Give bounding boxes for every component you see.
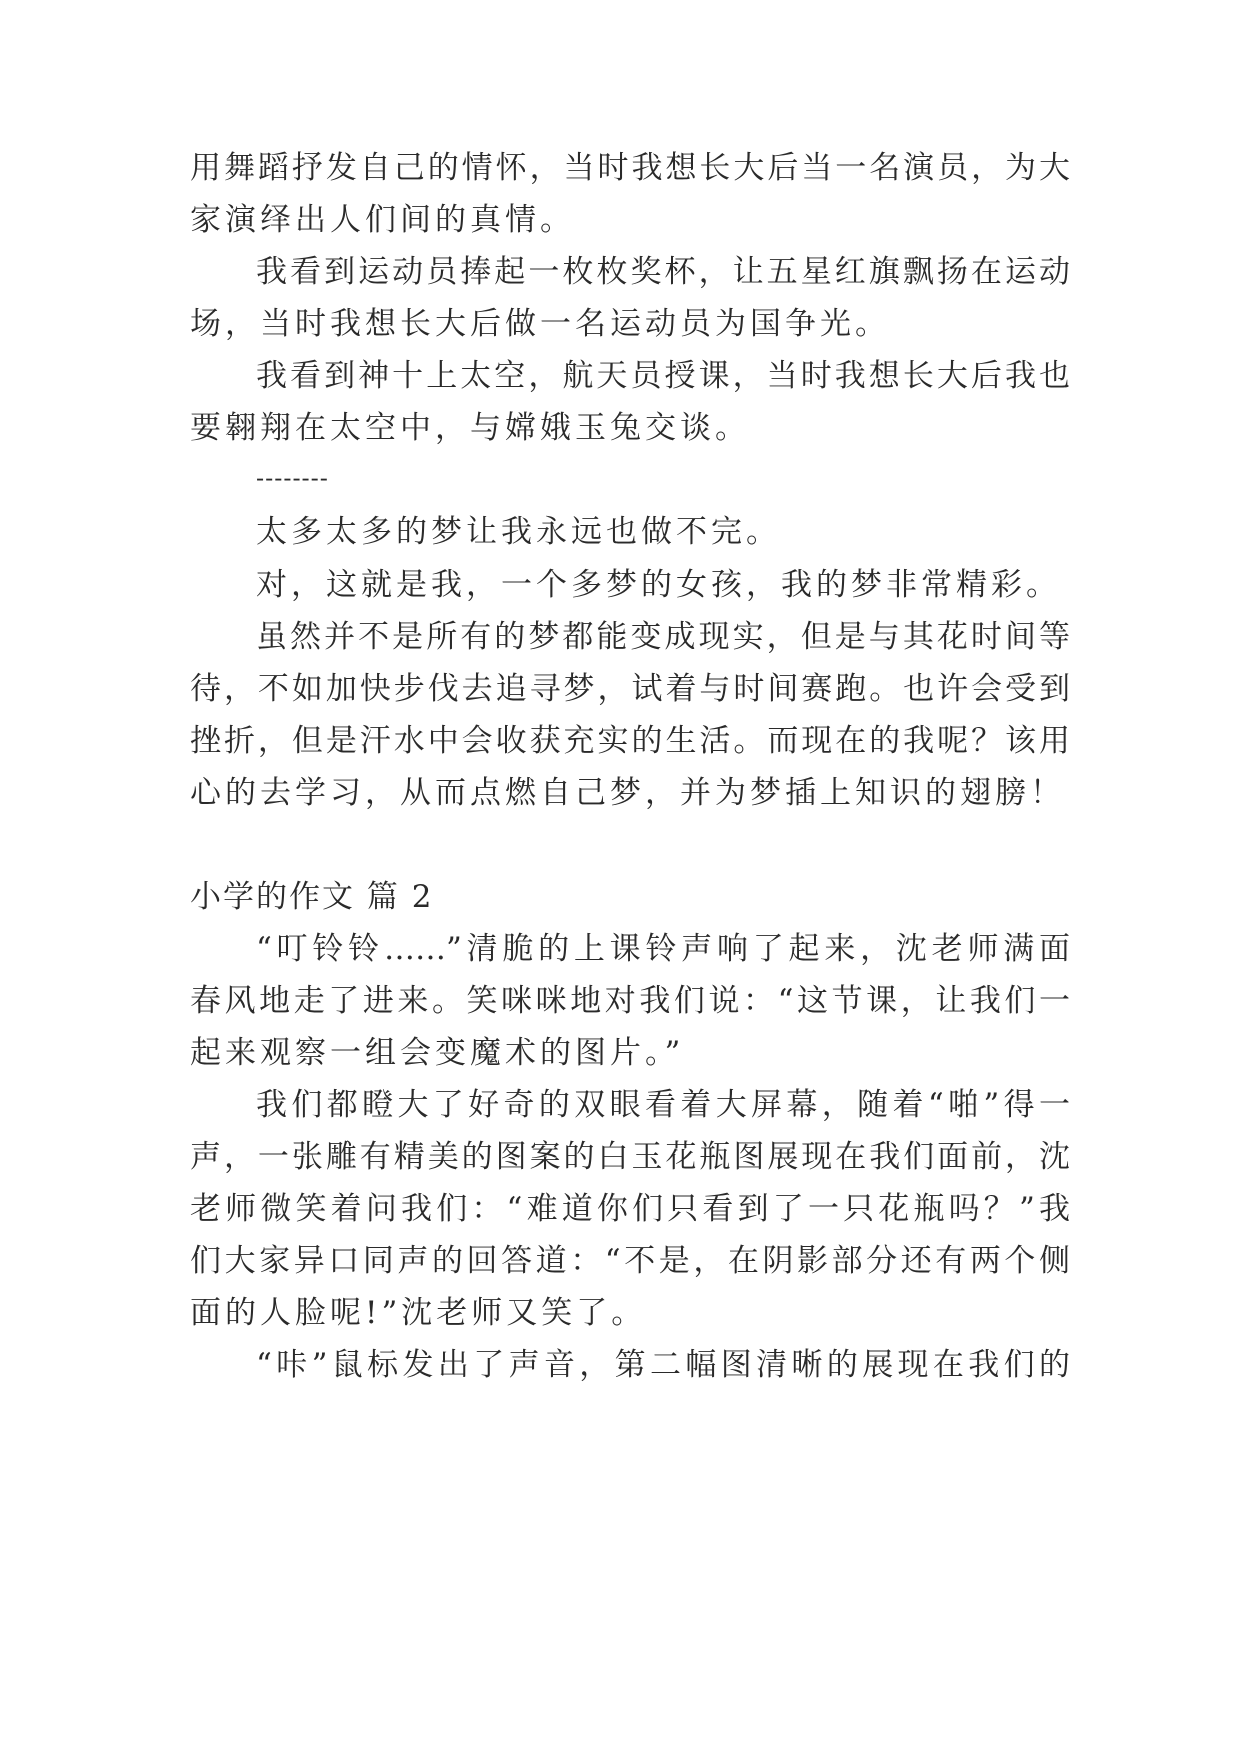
paragraph-line: 场，当时我想长大后做一名运动员为国争光。	[190, 306, 890, 342]
paragraph-line: 们大家异口同声的回答道：“不是，在阴影部分还有两个侧	[190, 1243, 1070, 1279]
paragraph-line: 我看到神十上太空，航天员授课，当时我想长大后我也	[256, 358, 1070, 394]
paragraph-line: 挫折，但是汗水中会收获充实的生活。而现在的我呢？该用	[190, 723, 1070, 759]
paragraph-line: 春风地走了进来。笑咪咪地对我们说：“这节课，让我们一	[190, 983, 1070, 1019]
separator-line: --------	[256, 464, 329, 492]
paragraph-line: 起来观察一组会变魔术的图片。”	[190, 1035, 685, 1071]
paragraph-line: 我看到运动员捧起一枚枚奖杯，让五星红旗飘扬在运动	[256, 254, 1070, 290]
paragraph-line: 对，这就是我，一个多梦的女孩，我的梦非常精彩。	[256, 567, 1061, 603]
paragraph-line: 面的人脸呢!”沈老师又笑了。	[190, 1295, 647, 1331]
paragraph-line: 声，一张雕有精美的图案的白玉花瓶图展现在我们面前，沈	[190, 1139, 1070, 1175]
paragraph-line: 家演绎出人们间的真情。	[190, 202, 575, 238]
paragraph-line: “叮铃铃……”清脆的上课铃声响了起来，沈老师满面	[256, 931, 1070, 967]
paragraph-line: 太多太多的梦让我永远也做不完。	[256, 514, 781, 550]
paragraph-line: 待，不如加快步伐去追寻梦，试着与时间赛跑。也许会受到	[190, 671, 1070, 707]
paragraph-line: “咔”鼠标发出了声音，第二幅图清晰的展现在我们的	[256, 1347, 1070, 1383]
paragraph-line: 老师微笑着问我们：“难道你们只看到了一只花瓶吗？”我	[190, 1191, 1070, 1227]
paragraph-line: 心的去学习，从而点燃自己梦，并为梦插上知识的翅膀！	[190, 775, 1065, 811]
paragraph-line: 用舞蹈抒发自己的情怀，当时我想长大后当一名演员，为大	[190, 150, 1070, 186]
section-heading: 小学的作文 篇 2	[190, 879, 434, 915]
paragraph-line: 要翱翔在太空中，与嫦娥玉兔交谈。	[190, 410, 750, 446]
paragraph-line: 虽然并不是所有的梦都能变成现实，但是与其花时间等	[256, 619, 1070, 655]
paragraph-line: 我们都瞪大了好奇的双眼看着大屏幕，随着“啪”得一	[256, 1087, 1070, 1123]
